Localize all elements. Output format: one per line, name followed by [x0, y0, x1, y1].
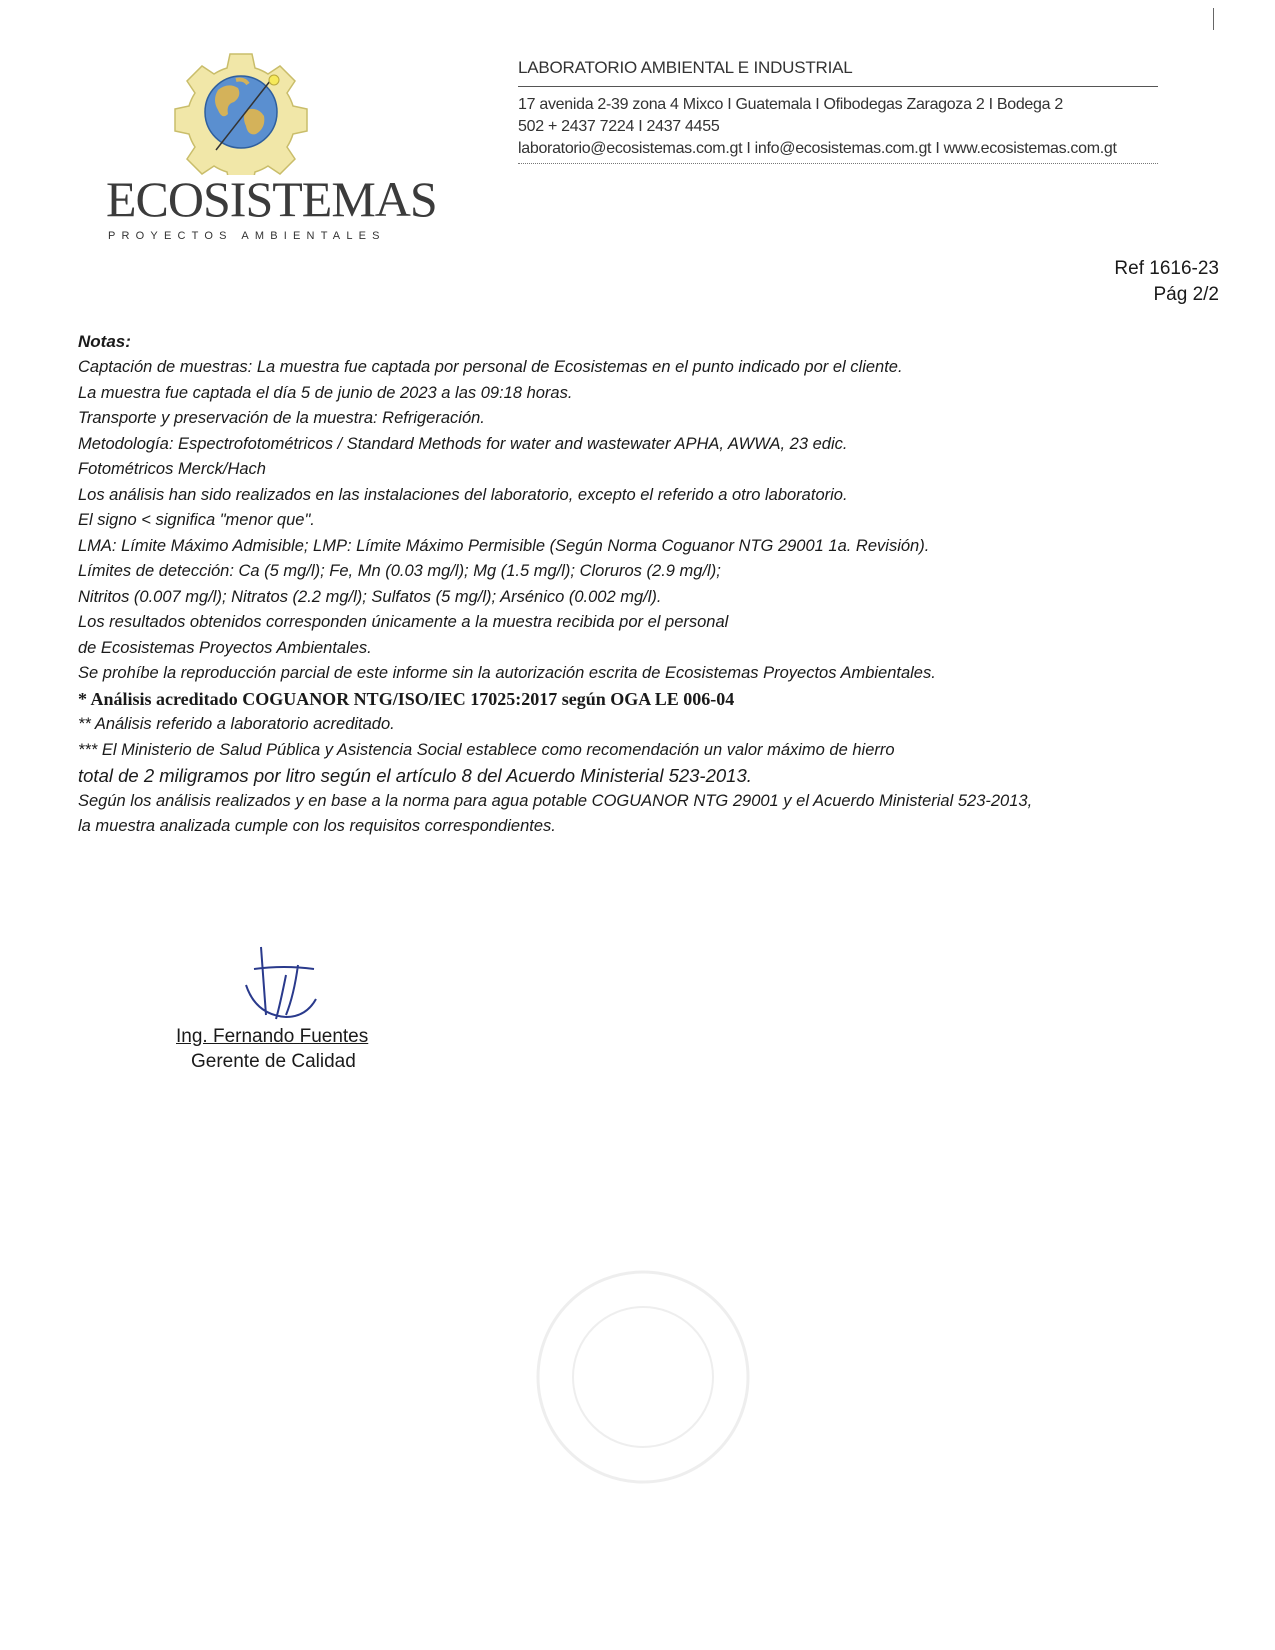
note-line: Nitritos (0.007 mg/l); Nitratos (2.2 mg/l); Sulfatos (5 mg/l); Arsénico (0.002 mg/l). [78, 587, 662, 606]
note-line: Los análisis han sido realizados en las instalaciones del laboratorio, excepto el referido a otro laboratorio. [78, 485, 848, 504]
gear-globe-icon [166, 50, 316, 175]
ministry-note-2: total de 2 miligramos por litro según el artículo 8 del Acuerdo Ministerial 523-2013. [78, 765, 752, 786]
phone-line: 502 + 2437 7224 I 2437 4455 [518, 118, 720, 135]
note-line: de Ecosistemas Proyectos Ambientales. [78, 638, 372, 657]
company-logo [96, 50, 437, 250]
signatory-title: Gerente de Calidad [191, 1051, 356, 1072]
note-line: Fotométricos Merck/Hach [78, 460, 266, 478]
brand-name: ECOSISTEMAS [106, 171, 437, 227]
note-line: Metodología: Espectrofotométricos / Standard Methods for water and wastewater APHA, AWWA, 23 edic. [78, 434, 848, 453]
notes-title: Notas: [78, 332, 131, 351]
ministry-note-1: *** El Ministerio de Salud Pública y Asistencia Social establece como recomendación un valor máximo de hierro [78, 740, 895, 759]
note-line: Se prohíbe la reproducción parcial de este informe sin la autorización escrita de Ecosistemas Proyectos Ambientales. [78, 664, 936, 682]
accreditation-note: * Análisis acreditado COGUANOR NTG/ISO/IEC 17025:2017 según OGA LE 006-04 [78, 688, 735, 709]
note-line: Captación de muestras: La muestra fue captada por personal de Ecosistemas en el punto indicado por el cliente. [78, 358, 903, 376]
notes-section [78, 332, 1228, 840]
signatory-name: Ing. Fernando Fuentes [176, 1026, 369, 1047]
note-line: Los resultados obtenidos corresponden únicamente a la muestra recibida por el personal [78, 613, 729, 631]
reference-block [1114, 256, 1219, 308]
embossed-seal [528, 1262, 758, 1492]
header-bottom-divider [518, 163, 1158, 164]
reference-number: Ref 1616-23 [1114, 258, 1219, 279]
letterhead [518, 58, 1158, 164]
note-line: La muestra fue captada el día 5 de junio de 2023 a las 09:18 horas. [78, 383, 573, 402]
note-line: El signo < significa "menor que". [78, 511, 315, 529]
referred-note: ** Análisis referido a laboratorio acreditado. [78, 715, 395, 733]
note-line: LMA: Límite Máximo Admisible; LMP: Límite Máximo Permisible (Según Norma Coguanor NTG 29001 1a. Revisión). [78, 536, 930, 555]
scan-edge-mark [1213, 8, 1214, 30]
note-line: Límites de detección: Ca (5 mg/l); Fe, Mn (0.03 mg/l); Mg (1.5 mg/l); Cloruros (2.9 mg/l); [78, 562, 721, 580]
page-number: Pág 2/2 [1153, 284, 1219, 305]
conclusion-line-1: Según los análisis realizados y en base a la norma para agua potable COGUANOR NTG 29001 y el Acuerdo Ministerial 523-2013, [78, 791, 1033, 810]
email-line: laboratorio@ecosistemas.com.gt I info@ecosistemas.com.gt I www.ecosistemas.com.gt [518, 140, 1117, 157]
brand-subtitle: PROYECTOS AMBIENTALES [108, 230, 386, 242]
header-divider [518, 86, 1158, 87]
signature-mark [170, 945, 390, 1025]
lab-name: LABORATORIO AMBIENTAL E INDUSTRIAL [518, 58, 853, 77]
note-line: Transporte y preservación de la muestra: Refrigeración. [78, 409, 485, 427]
conclusion-line-2: la muestra analizada cumple con los requisitos correspondientes. [78, 817, 556, 835]
address-line: 17 avenida 2-39 zona 4 Mixco I Guatemala I Ofibodegas Zaragoza 2 I Bodega 2 [518, 96, 1063, 113]
